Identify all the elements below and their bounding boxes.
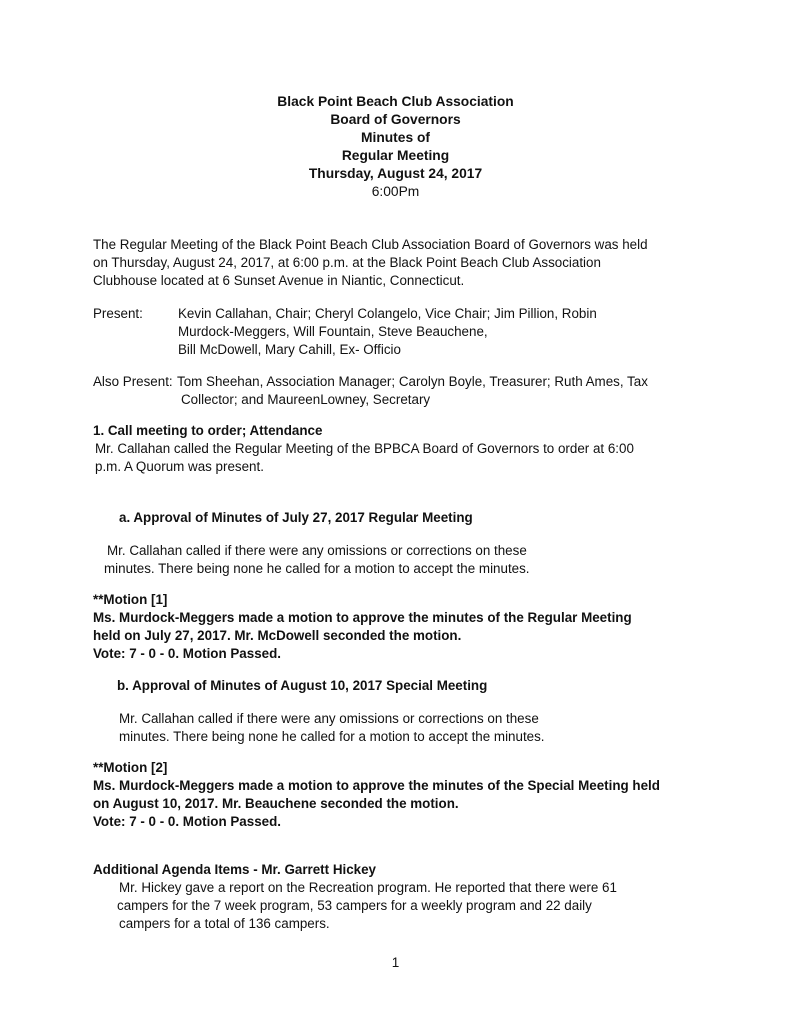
page-number: 1 — [391, 955, 400, 970]
motion-1-line: Ms. Murdock-Meggers made a motion to approve the minutes of the Regular Meeting — [93, 610, 632, 625]
item-a-heading: a. Approval of Minutes of July 27, 2017 Regular Meeting — [119, 510, 473, 525]
motion-1-vote: Vote: 7 - 0 - 0. Motion Passed. — [93, 646, 281, 661]
present-line: Murdock-Meggers, Will Fountain, Steve Beauchene, — [178, 324, 488, 339]
item-b-line: Mr. Callahan called if there were any omissions or corrections on these — [119, 711, 539, 726]
document-header — [0, 93, 791, 201]
item-a-line-1: Mr. Callahan called if there were any omissions or corrections on these — [107, 543, 527, 558]
item-b-line: minutes. There being none he called for a motion to accept the minutes. — [119, 729, 545, 744]
meeting-time: 6:00Pm — [371, 184, 420, 199]
present-list — [178, 305, 597, 359]
motion-1 — [93, 591, 632, 663]
motion-2-vote: Vote: 7 - 0 - 0. Motion Passed. — [93, 814, 281, 829]
additional-line-1: Mr. Hickey gave a report on the Recreation program. He reported that there were 61 — [119, 880, 617, 895]
motion-2-title: **Motion [2] — [93, 760, 168, 775]
intro-line: on Thursday, August 24, 2017, at 6:00 p.m. at the Black Point Beach Club Association — [93, 255, 601, 270]
meeting-type-title: Regular Meeting — [341, 148, 450, 163]
additional-line-3: campers for a total of 136 campers. — [119, 916, 330, 931]
motion-1-title: **Motion [1] — [93, 592, 168, 607]
intro-paragraph — [93, 236, 648, 290]
motion-1-line: held on July 27, 2017. Mr. McDowell seconded the motion. — [93, 628, 462, 643]
item-b-heading: b. Approval of Minutes of August 10, 2017 Special Meeting — [117, 678, 488, 693]
board-title: Board of Governors — [330, 112, 461, 127]
present-label: Present: — [93, 306, 143, 321]
additional-agenda-heading: Additional Agenda Items - Mr. Garrett Hickey — [93, 862, 377, 877]
additional-line-2: campers for the 7 week program, 53 campers for a weekly program and 22 daily — [117, 898, 592, 913]
also-present-line-1: Tom Sheehan, Association Manager; Carolyn Boyle, Treasurer; Ruth Ames, Tax — [177, 374, 648, 389]
section-1-line: p.m. A Quorum was present. — [95, 459, 264, 474]
minutes-title: Minutes of — [361, 130, 430, 145]
intro-line: Clubhouse located at 6 Sunset Avenue in Niantic, Connecticut. — [93, 273, 465, 288]
section-1-heading: 1. Call meeting to order; Attendance — [93, 423, 323, 438]
intro-line: The Regular Meeting of the Black Point Beach Club Association Board of Governors was held — [93, 237, 648, 252]
also-present-label: Also Present: — [93, 374, 173, 389]
association-title: Black Point Beach Club Association — [277, 94, 514, 109]
also-present-line-2: Collector; and MaureenLowney, Secretary — [181, 392, 431, 407]
section-1-text — [95, 440, 634, 476]
motion-2-line: on August 10, 2017. Mr. Beauchene seconded the motion. — [93, 796, 459, 811]
item-b-text — [119, 710, 545, 746]
meeting-date-title: Thursday, August 24, 2017 — [308, 166, 483, 181]
present-line: Bill McDowell, Mary Cahill, Ex- Officio — [178, 342, 401, 357]
motion-2-line: Ms. Murdock-Meggers made a motion to approve the minutes of the Special Meeting held — [93, 778, 660, 793]
item-a-line-2: minutes. There being none he called for a motion to accept the minutes. — [104, 561, 530, 576]
motion-2 — [93, 759, 660, 831]
section-1-line: Mr. Callahan called the Regular Meeting of the BPBCA Board of Governors to order at 6:00 — [95, 441, 634, 456]
present-line: Kevin Callahan, Chair; Cheryl Colangelo, Vice Chair; Jim Pillion, Robin — [178, 306, 597, 321]
